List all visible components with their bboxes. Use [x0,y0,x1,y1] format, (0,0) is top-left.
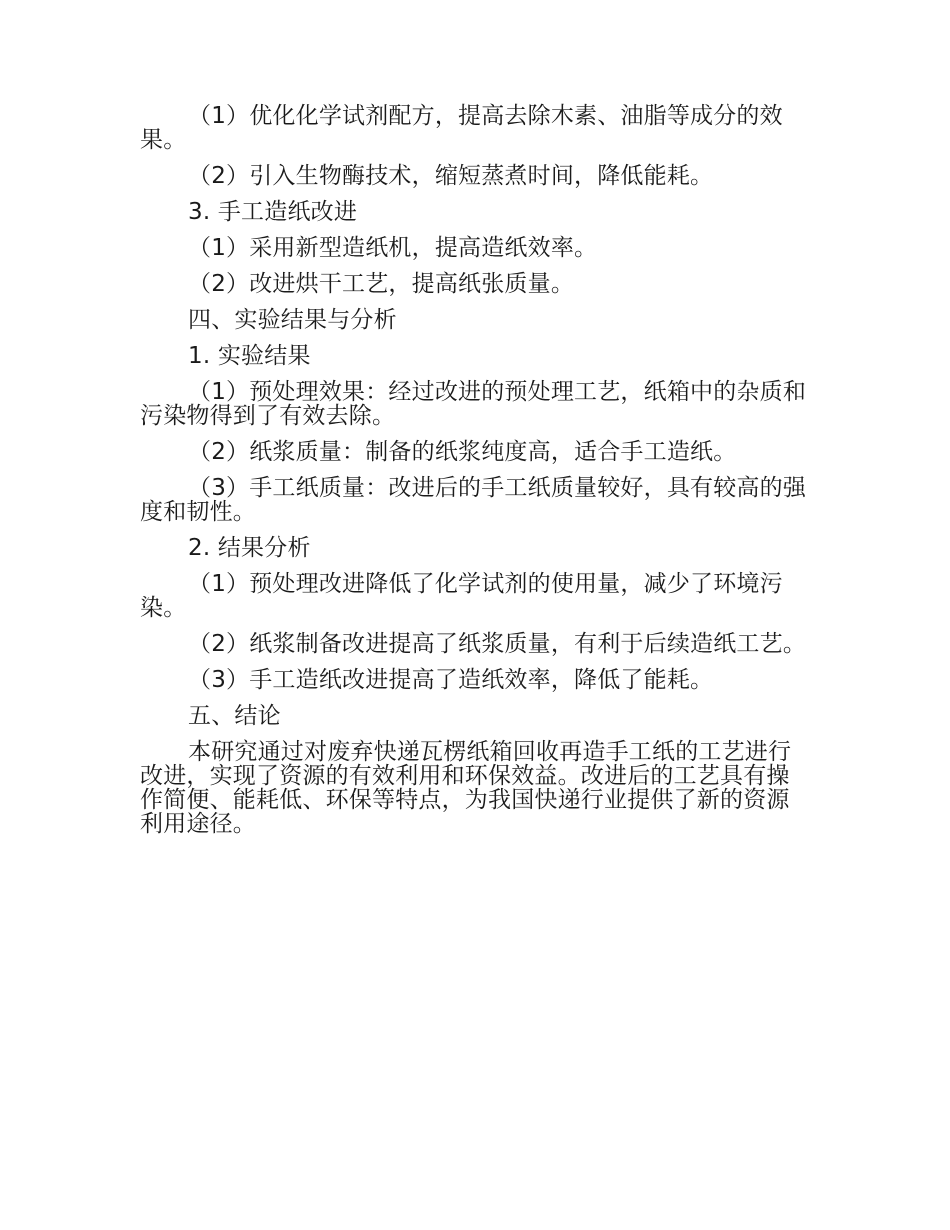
heading-conclusion: 五、结论 [188,703,281,729]
paragraph-papermaking-analysis: （3）手工造纸改进提高了造纸效率，降低了能耗。 [188,667,714,693]
heading-handmade-paper-improvement: 3. 手工造纸改进 [188,199,358,225]
heading-results-analysis: 四、实验结果与分析 [188,307,397,333]
paragraph-pretreatment-analysis: （1）预处理改进降低了化学试剂的使用量，减少了环境污染。 [140,571,783,621]
paragraph-pulp-quality: （2）纸浆质量：制备的纸浆纯度高，适合手工造纸。 [188,439,737,465]
heading-result-analysis: 2. 结果分析 [188,535,311,561]
paragraph-paper-quality: （3）手工纸质量：改进后的手工纸质量较好，具有较高的强度和韧性。 [140,475,807,525]
paragraph-new-paper-machine: （1）采用新型造纸机，提高造纸效率。 [188,235,598,261]
paragraph-pretreatment-effect: （1）预处理效果：经过改进的预处理工艺，纸箱中的杂质和污染物得到了有效去除。 [140,379,807,429]
heading-experiment-results: 1. 实验结果 [188,343,311,369]
paragraph-bio-enzyme: （2）引入生物酶技术，缩短蒸煮时间，降低能耗。 [188,163,714,189]
paragraph-conclusion: 本研究通过对废弃快递瓦楞纸箱回收再造手工纸的工艺进行改进，实现了资源的有效利用和环保效益。改进后的工艺具有操作简便、能耗低、环保等特点，为我国快递行业提供了新的资源利用途径。 [140,739,792,837]
paragraph-drying-process: （2）改进烘干工艺，提高纸张质量。 [188,271,575,297]
paragraph-chem-reagent: （1）优化化学试剂配方，提高去除木素、油脂等成分的效果。 [140,103,783,153]
document-body [140,104,810,848]
paragraph-pulp-analysis: （2）纸浆制备改进提高了纸浆质量，有利于后续造纸工艺。 [188,631,807,657]
